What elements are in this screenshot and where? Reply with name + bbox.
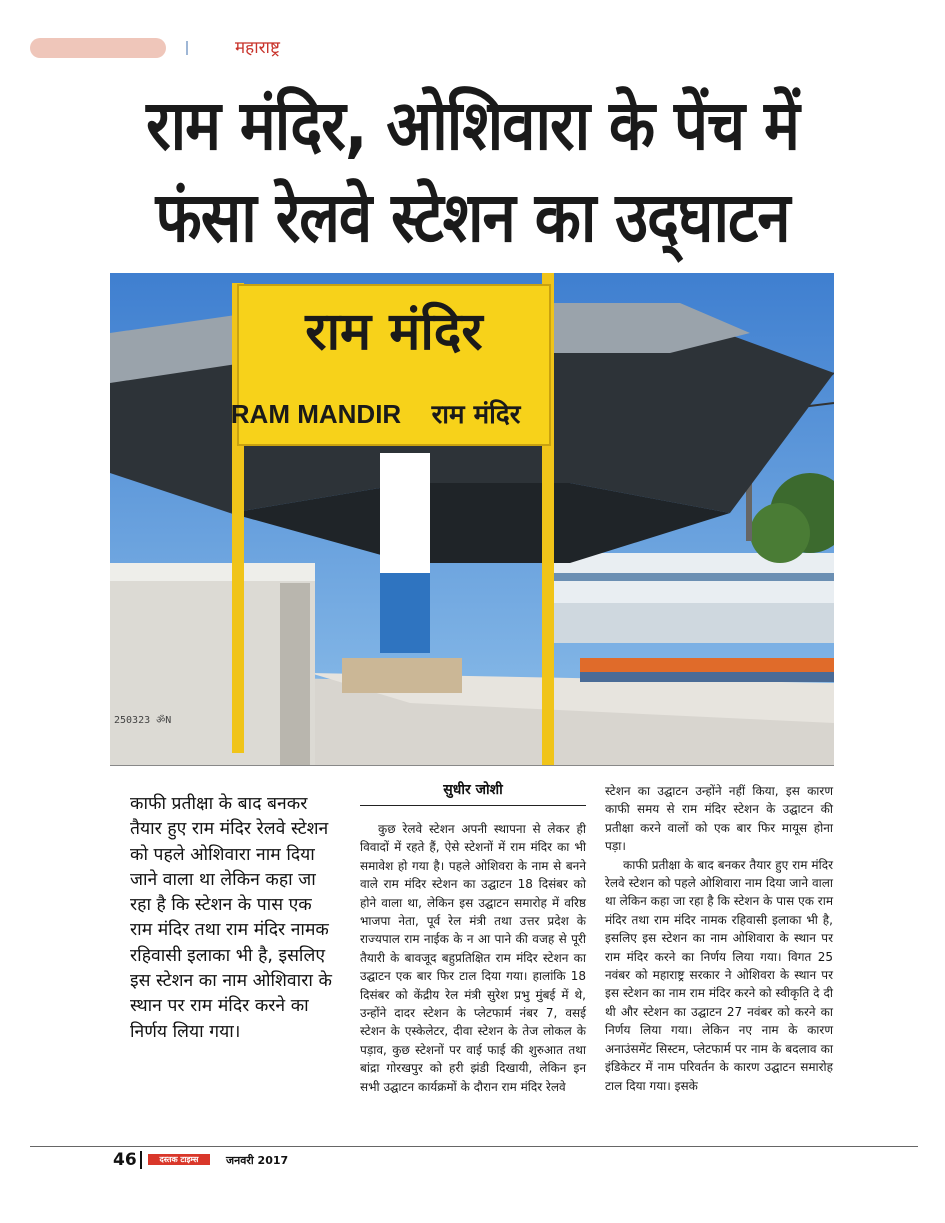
column-3-paragraph-2: काफी प्रतीक्षा के बाद बनकर तैयार हुए राम मंदिर रेलवे स्टेशन को पहले ओशिवारा नाम दिया जाने वाला था लेकिन कहा जा रहा है कि स्टेशन के पास एक राम मंदिर तथा राम मंदिर नामक रहिवासी इलाका भी है, इसलिए इस स्टेशन का नाम ओशिवारा के स्थान पर राम मंदिर करने का निर्णय लिया गया। विगत 25 नवंबर को महाराष्ट्र सरकार ने ओशिवरा के स्थान पर इस स्टेशन का नाम राम मंदिर करने को स्वीकृति दे दी थी और स्टेशन का उद्घाटन 27 नवंबर को करने का निर्णय लिया गया। लेकिन नए नाम के कारण अनाउंसमेंट सिस्टम, प्लेटफार्म पर नाम के बदलाव का इंडिकेटर में नाम परिवर्तन के कारण उद्घाटन समारोह टाल दिया गया। इसके (605, 857, 833, 1093)
station-photo (110, 273, 834, 766)
column-3-paragraph-1: स्टेशन का उद्घाटन उन्होंने नहीं किया, इस कारण काफी समय से राम मंदिर स्टेशन के उद्घाटन की प्रतीक्षा करने वालों को एक बार फिर मायूस होना पड़ा। (605, 784, 833, 854)
headline-line-1: राम मंदिर, ओशिवारा के पेंच में (146, 85, 799, 167)
section-label: महाराष्ट्र (235, 38, 280, 58)
footer-separator (140, 1151, 142, 1169)
section-divider (186, 41, 188, 55)
page-number: 46 (113, 1150, 137, 1170)
article-column-3 (605, 782, 833, 1095)
sign-english-text: RAM MANDIR (230, 399, 402, 429)
footer-rule (30, 1146, 918, 1147)
issue-date: जनवरी 2017 (226, 1154, 289, 1167)
publication-logo: दस्तक टाइम्स (148, 1154, 210, 1165)
author-byline: सुधीर जोशी (360, 780, 586, 806)
article-headline (60, 80, 885, 264)
pull-quote: काफी प्रतीक्षा के बाद बनकर तैयार हुए राम मंदिर रेलवे स्टेशन को पहले ओशिवारा नाम दिया जाने वाला था लेकिन कहा जा रहा है कि स्टेशन के पास एक राम मंदिर तथा राम मंदिर नामक रहिवासी इलाका भी है, इसलिए इस स्टेशन का नाम ओशिवारा के स्थान पर राम मंदिर करने का निर्णय लिया गया। (130, 794, 332, 1042)
headline-line-2: फंसा रेलवे स्टेशन का उद्‌घाटन (155, 177, 790, 259)
article-column-2: कुछ रेलवे स्टेशन अपनी स्थापना से लेकर ही विवादों में रहते हैं, ऐसे स्टेशनों में राम मंदिर का भी समावेश हो गया है। पहले ओशिवरा के नाम से बनने वाले राम मंदिर स्टेशन का उद्घाटन 18 दिसंबर को होने वाला था, लेकिन इस उद्घाटन समारोह में वरिष्ठ भाजपा नेता, पूर्व रेल मंत्री तथा उत्तर प्रदेश के राज्यपाल राम नाईक के न आ पाने की वजह से पूरी तैयारी के बावजूद बहुप्रतिक्षित राम मंदिर स्टेशन का उद्घाटन एक बार फिर टाल दिया गया। हालांकि 18 दिसंबर को केंद्रीय रेल मंत्री सुरेश प्रभु मुंबई में थे, उन्होंने दादर स्टेशन के प्लेटफार्म नंबर 7, वसई स्टेशन के एस्केलेटर, दीवा स्टेशन के तेज लोकल के पड़ाव, कुछ स्टेशनों पर वाई फाई की शुरुआत तथा बांद्रा गोरखपुर को हरी झंडी दिखायी, लेकिन इन सभी उद्घाटन कार्यक्रमों के दौरान राम मंदिर रेलवे (360, 822, 586, 1094)
section-tab-decoration (30, 38, 166, 58)
sign-hindi-small-text: राम मंदिर (431, 400, 521, 430)
sign-main-text: राम मंदिर (305, 302, 483, 362)
box-marking-text: 250323 ॐN (114, 715, 172, 726)
